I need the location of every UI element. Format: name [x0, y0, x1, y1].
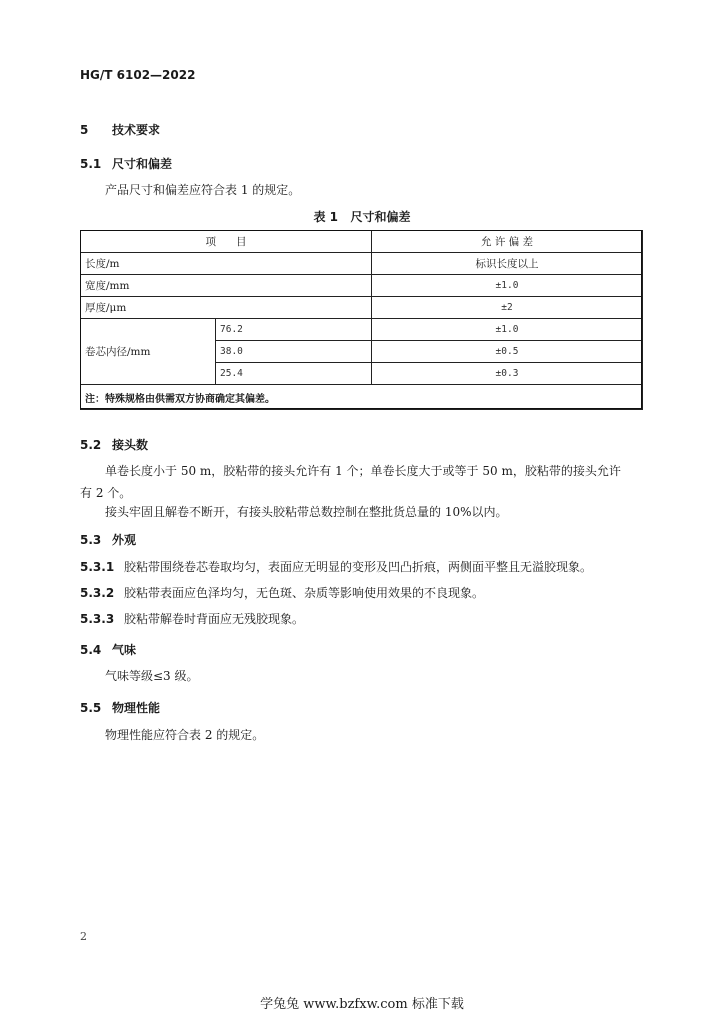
table-1-caption: 表 1 尺寸和偏差	[313, 210, 411, 224]
table-row	[81, 275, 643, 297]
section-title: 技术要求	[112, 123, 161, 137]
section-title: 接头数	[112, 438, 149, 452]
table-row	[81, 297, 643, 319]
table-1	[80, 230, 643, 410]
page-number: 2	[80, 930, 87, 943]
section-5-5-body: 物理性能应符合表 2 的规定。	[105, 728, 265, 742]
row-tolerance: 标识长度以上	[372, 253, 643, 275]
section-5-1-body: 产品尺寸和偏差应符合表 1 的规定。	[105, 183, 301, 197]
section-5-4-heading	[80, 641, 136, 658]
section-5-2-paragraph-2: 接头牢固且解卷不断开，有接头胶粘带总数控制在整批货总量的 10%以内。	[105, 505, 508, 519]
section-number: 5	[80, 123, 89, 137]
section-title: 气味	[112, 643, 137, 657]
table-row	[81, 253, 643, 275]
row-tolerance: ±1.0	[372, 275, 643, 297]
clause-5-3-1	[80, 558, 592, 576]
core-tolerance: ±1.0	[372, 319, 643, 341]
document-code: HG/T 6102—2022	[80, 68, 196, 82]
section-title: 物理性能	[112, 701, 161, 715]
section-5-2-paragraph-1-cont: 有 2 个。	[80, 486, 132, 500]
section-5-5-heading	[80, 699, 160, 716]
core-tolerance: ±0.3	[372, 363, 643, 385]
section-5-2-heading	[80, 436, 148, 453]
column-header-item: 项 目	[81, 231, 372, 253]
section-5-2-paragraph-1: 单卷长度小于 50 m，胶粘带的接头允许有 1 个；单卷长度大于或等于 50 m，胶粘带的接头允许	[105, 464, 621, 478]
clause-number: 5.3.2	[80, 586, 115, 600]
row-label: 宽度/mm	[81, 275, 372, 297]
core-diameter-label: 卷芯内径/mm	[81, 319, 216, 385]
section-5-heading	[80, 121, 160, 138]
core-value: 76.2	[216, 319, 372, 341]
section-5-1-heading	[80, 155, 172, 172]
table-row	[81, 319, 643, 341]
section-title: 外观	[112, 533, 137, 547]
footer-watermark: 学兔兔 www.bzfxw.com 标准下载	[260, 997, 464, 1012]
core-value: 25.4	[216, 363, 372, 385]
core-value: 38.0	[216, 341, 372, 363]
table-header-row	[81, 231, 643, 253]
table-note-row	[81, 385, 643, 410]
section-5-4-body: 气味等级≤3 级。	[105, 669, 199, 683]
row-label: 长度/m	[81, 253, 372, 275]
section-title: 尺寸和偏差	[112, 157, 173, 171]
section-number: 5.2	[80, 438, 102, 452]
row-label: 厚度/μm	[81, 297, 372, 319]
clause-text: 胶粘带解卷时背面应无残胶现象。	[124, 612, 305, 626]
row-tolerance: ±2	[372, 297, 643, 319]
column-header-tolerance: 允 许 偏 差	[372, 231, 643, 253]
table-note: 注：特殊规格由供需双方协商确定其偏差。	[81, 385, 643, 410]
core-tolerance: ±0.5	[372, 341, 643, 363]
section-number: 5.3	[80, 533, 102, 547]
clause-number: 5.3.3	[80, 612, 115, 626]
clause-number: 5.3.1	[80, 560, 115, 574]
section-5-3-heading	[80, 531, 136, 548]
section-number: 5.5	[80, 701, 102, 715]
clause-5-3-2	[80, 584, 484, 602]
section-number: 5.4	[80, 643, 102, 657]
clause-text: 胶粘带表面应色泽均匀，无色斑、杂质等影响使用效果的不良现象。	[124, 586, 485, 600]
clause-text: 胶粘带围绕卷芯卷取均匀，表面应无明显的变形及凹凸折痕，两侧面平整且无溢胶现象。	[124, 560, 593, 574]
section-number: 5.1	[80, 157, 102, 171]
clause-5-3-3	[80, 610, 304, 628]
